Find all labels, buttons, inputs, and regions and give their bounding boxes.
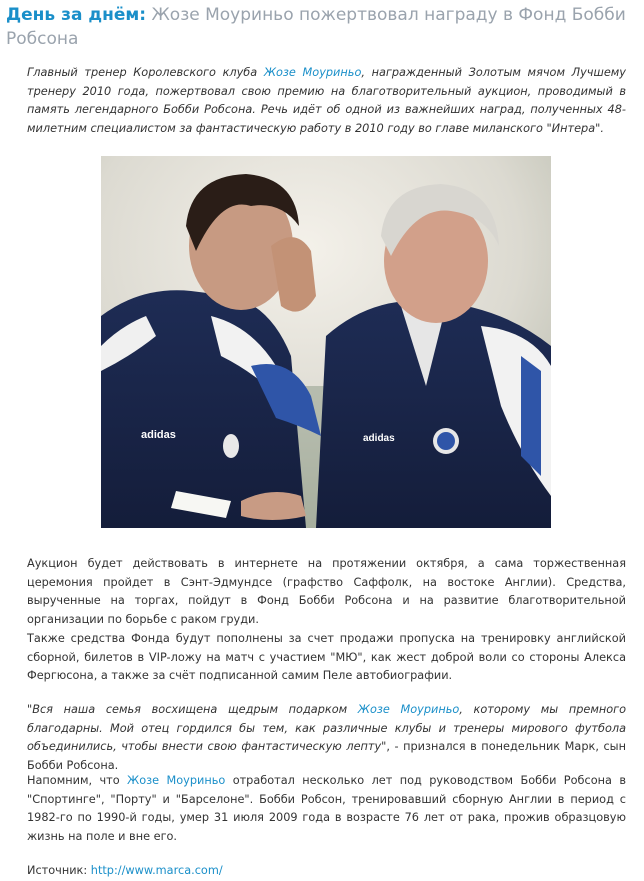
mourinho-link-3[interactable]: Жозе Моуриньо [127,774,226,787]
article-photo [101,156,551,528]
jacket-logo-right: adidas [363,433,395,444]
paragraph-auction: Аукцион будет действовать в интернете на протяжении октября, а сама торжественная церемония пройдет в Сэнт-Эдмундсе (графство Саффолк, на востоке Англии). Средства, вырученные на торгах, пойдут в Фонд Бобби Робсона и на развитие благотворительной организации по борьбе с раком груди. [27,557,626,627]
history-text: Напомним, что [27,774,128,787]
quote-text: "Вся наша семья восхищена щедрым подарком [27,703,358,716]
quote-attribution: , - признался в понедельник Марк, сын Бобби Робсона. [27,740,626,773]
mourinho-link-2[interactable]: Жозе Моуриньо [357,703,460,716]
paragraph-history [27,772,626,847]
jacket-logo-left: adidas [141,429,176,441]
quote-text-rest: , которому мы премного благодарны. Мой отец гордился бы тем, как различные клубы и тренеры мирового футбола объединились, чтобы внести свою фантастическую лепту" [27,703,626,754]
article-title [6,3,636,51]
source-link[interactable]: http://www.marca.com/ [90,864,223,877]
mourinho-link[interactable]: Жозе Моуриньо [263,66,362,79]
lead-paragraph [27,64,626,139]
source-label: Источник: [27,864,91,877]
lead-text-rest: , награжденный Золотым мячом Лучшему тренеру 2010 года, пожертвовал свою премию на благотворительный аукцион, проводимый в память легендарного Бобби Робсона. Речь идёт об одной из важнейших наград, полученных 48-милетним специалистом за фантастическую работу в 2010 году во главе миланского "Интера". [27,66,626,136]
mourinho-robson-photo [101,156,551,528]
lead-text: Главный тренер Королевского клуба [27,66,264,79]
quote-paragraph [27,701,626,776]
source-line [27,862,626,881]
history-text-rest: отработал несколько лет под руководством Бобби Робсона в "Спортинге", "Порту" и "Барселоне". Бобби Робсон, тренировавший сборную Англии в период с 1982-го по 1990-й годы, умер 31 июля 2009 года в возрасте 76 лет от рака, прожив образцовую жизнь на поле и вне его. [27,774,626,844]
category-link[interactable]: День за днём [6,5,140,25]
headline: Жозе Моуриньо пожертвовал награду в Фонд Бобби Робсона [6,5,626,49]
paragraph-fund: Также средства Фонда будут пополнены за счет продажи пропуска на тренировку английской сборной, билетов в VIP-ложу на матч с участием "МЮ", как жест доброй воли со стороны Алекса Фергюсона, а также за счёт подписанной самим Пеле автобиографии. [27,632,626,683]
title-separator: : [139,5,147,25]
